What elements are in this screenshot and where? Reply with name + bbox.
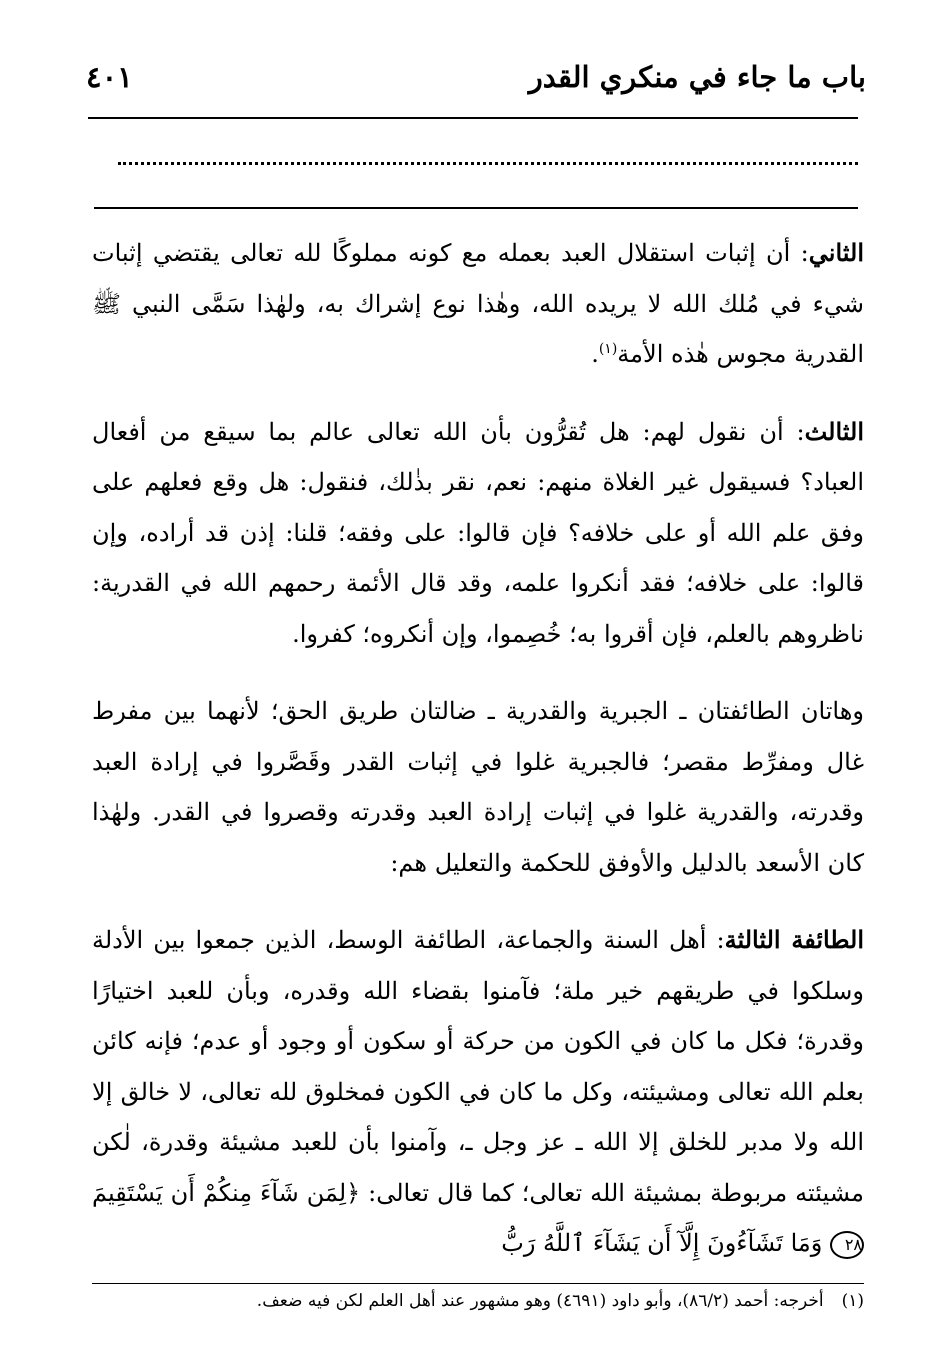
paragraph-third (92, 407, 864, 660)
running-title: باب ما جاء في منكري القدر (528, 60, 866, 94)
paragraph-text: وهاتان الطائفتان ـ الجبرية والقدرية ـ ضالتان طريق الحق؛ لأنهما بين مفرط غال ومفرِّط مقصر؛ فالجبرية غلوا في إثبات القدر وقَصَّروا في إرادة العبد وقدرته، والقدرية غلوا في إثبات إرادة العبد وقدرته وقصروا في القدر. ولهٰذا كان الأسعد بالدليل والأوفق للحكمة والتعليل هم: (92, 697, 864, 877)
paragraph-tail: . (591, 340, 599, 368)
ayah-number-marker: ٢٨ (830, 1231, 864, 1259)
page-number: ٤٠١ (86, 60, 133, 94)
paragraph-second (92, 228, 864, 380)
footnote-rule (92, 1283, 864, 1284)
paragraph-lead: الثاني (808, 238, 864, 267)
footnote (92, 1289, 864, 1313)
body-text (92, 228, 864, 1296)
footnote-reference[interactable]: (١) (598, 341, 618, 357)
footnote-text: أخرجه: أحمد (٨٦/٢)، وأبو داود (٤٦٩١) وهو مشهور عند أهل العلم لكن فيه ضعف. (256, 1291, 824, 1311)
paragraph-tail: وَمَا تَشَآءُونَ إِلَّآ أَن يَشَآءَ ٱللَّهُ رَبُّ (501, 1229, 823, 1257)
paragraph-third-sect (92, 915, 864, 1269)
content-rule (94, 207, 858, 209)
paragraph-text: : أن إثبات استقلال العبد بعمله مع كونه مملوكًا لله تعالى يقتضي إثبات شيء في مُلك الله لا يريده الله، وهٰذا نوع إشراك به، ولهٰذا سَمَّى النبي ﷺ القدرية مجوس هٰذه الأمة (92, 239, 864, 368)
header-rule (88, 117, 858, 119)
paragraph-two-sects (92, 686, 864, 888)
paragraph-text: : أهل السنة والجماعة، الطائفة الوسط، الذين جمعوا بين الأدلة وسلكوا في طريقهم خير ملة؛ فآمنوا بقضاء الله وقدره، وبأن للعبد اختيارًا وقدرة؛ فكل ما كان في الكون من حركة أو سكون أو وجود أو عدم؛ فإنه كائن بعلم الله تعالى ومشيئته، وكل ما كان في الكون فمخلوق لله تعالى، لا خالق إلا الله ولا مدبر للخلق إلا الله ـ عز وجل ـ، وآمنوا بأن للعبد مشيئة وقدرة، لٰكن مشيئته مربوطة بمشيئة الله تعالى؛ كما قال تعالى: ﴿لِمَن شَآءَ مِنكُمْ أَن يَسْتَقِيمَ (92, 926, 864, 1207)
paragraph-lead: الطائفة الثالثة (724, 925, 864, 954)
footnote-number: (١) (841, 1291, 864, 1311)
ellipsis-line (118, 162, 858, 165)
paragraph-lead: الثالث (804, 416, 864, 446)
paragraph-text: : أن نقول لهم: هل تُقرُّون بأن الله تعالى عالم بما سيقع من أفعال العباد؟ فسيقول غير الغلاة منهم: نعم، نقر بذٰلك، فنقول: هل وقع فعلهم على وفق علم الله أو على خلافه؟ فإن قالوا: على وفقه؛ قلنا: إذن قد أراده، وإن قالوا: على خلافه؛ فقد أنكروا علمه، وقد قال الأئمة رحمهم الله في القدرية: ناظروهم بالعلم، فإن أقروا به؛ خُصِموا، وإن أنكروه؛ كفروا. (92, 417, 864, 648)
